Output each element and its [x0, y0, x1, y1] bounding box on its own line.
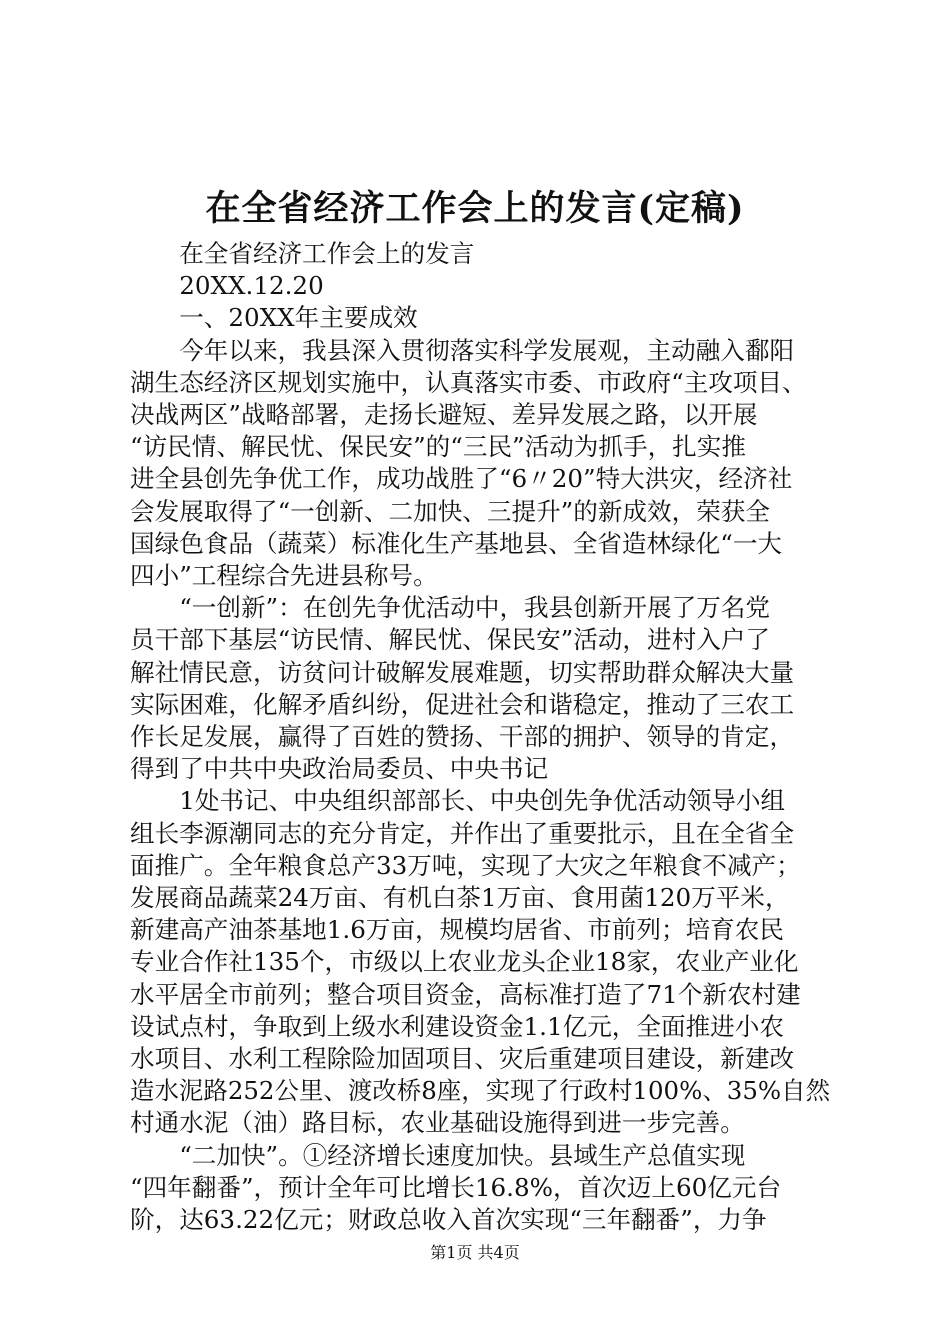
body-line: “访民情、解民忧、保民安”的“三民”活动为抓手，扎实推: [130, 432, 746, 462]
body-line: “二加快”。①经济增长速度加快。县域生产总值实现: [130, 1140, 746, 1170]
page-number: 第1页 共4页: [430, 1243, 520, 1262]
body-line: 水项目、水利工程除险加固项目、灾后重建项目建设，新建改: [130, 1044, 795, 1073]
document-title: 在全省经济工作会上的发言(定稿): [205, 188, 745, 229]
body-line: 设试点村，争取到上级水利建设资金1.1亿元，全面推进小农: [130, 1011, 784, 1041]
body-line: 面推广。全年粮食总产33万吨，实现了大灾之年粮食不减产；: [130, 850, 801, 880]
body-line: 水平居全市前列；整合项目资金，高标准打造了71个新农村建: [130, 979, 801, 1009]
body-line: 1处书记、中央组织部部长、中央创先争优活动领导小组: [130, 786, 786, 816]
body-line: 今年以来，我县深入贯彻落实科学发展观，主动融入鄱阳: [130, 335, 795, 365]
body-line: 组长李源潮同志的充分肯定，并作出了重要批示，且在全省全: [130, 818, 795, 848]
body-line: 在全省经济工作会上的发言: [130, 239, 475, 268]
body-line: 新建高产油茶基地1.6万亩，规模均居省、市前列；培育农民: [130, 915, 784, 945]
body-line: 湖生态经济区规划实施中，认真落实市委、市政府“主攻项目、: [130, 367, 807, 397]
body-line: 决战两区”战略部署，走扬长避短、差异发展之路，以开展: [130, 400, 758, 429]
body-line: 员干部下基层“访民情、解民忧、保民安”活动，进村入户了: [130, 625, 770, 655]
body-line: 国绿色食品（蔬菜）标准化生产基地县、全省造林绿化“一大: [130, 528, 783, 558]
body-line: 得到了中共中央政治局委员、中央书记: [130, 754, 549, 784]
body-line: 实际困难，化解矛盾纠纷，促进社会和谐稳定，推动了三农工: [130, 689, 795, 719]
body-line: 作长足发展，赢得了百姓的赞扬、干部的拥护、领导的肯定，: [130, 722, 795, 751]
body-line: “一创新”：在创先争优活动中，我县创新开展了万名党: [130, 593, 770, 623]
body-line: 解社情民意，访贫问计破解发展难题，切实帮助群众解决大量: [130, 657, 795, 687]
body-line: 发展商品蔬菜24万亩、有机白茶1万亩、食用菌120万平米，: [130, 883, 790, 912]
body-line: 村通水泥（油）路目标，农业基础设施得到进一步完善。: [130, 1108, 745, 1138]
body-line: 进全县创先争优工作，成功战胜了“6〃20”特大洪灾，经济社: [130, 464, 793, 494]
body-line: 四小”工程综合先进县称号。: [130, 561, 438, 590]
body-line: 20XX.12.20: [130, 271, 324, 301]
body-line: 专业合作社135个，市级以上农业龙头企业18家，农业产业化: [130, 947, 799, 977]
body-line: 造水泥路252公里、渡改桥8座，实现了行政村100%、35%自然: [130, 1076, 831, 1106]
body-line: “四年翻番”，预计全年可比增长16.8%，首次迈上60亿元台: [130, 1172, 782, 1202]
body-line: 阶，达63.22亿元；财政总收入首次实现“三年翻番”，力争: [130, 1205, 767, 1234]
body-line: 一、20XX年主要成效: [130, 303, 418, 333]
body-line: 会发展取得了“一创新、二加快、三提升”的新成效，荣获全: [130, 496, 770, 526]
